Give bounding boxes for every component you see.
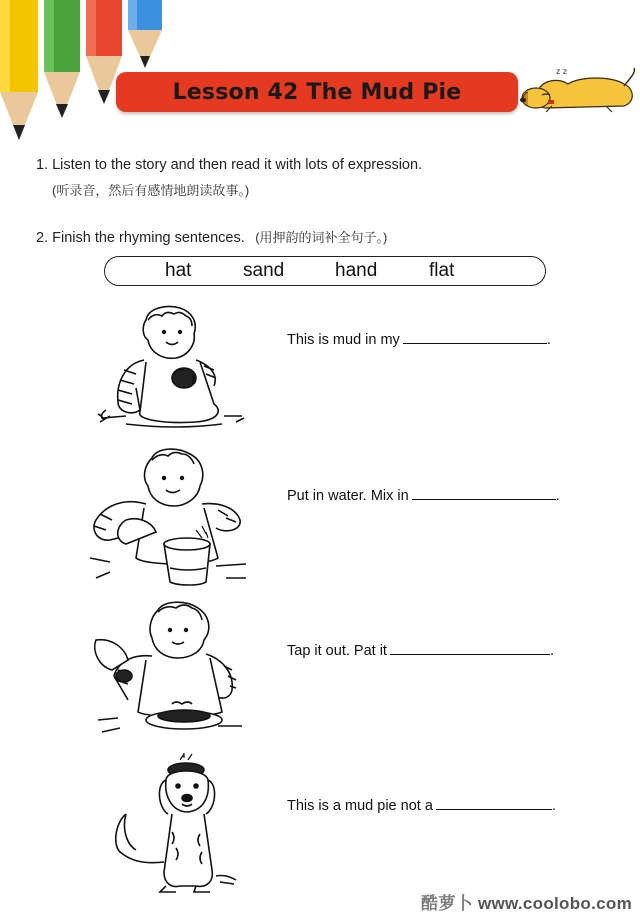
sentence-4-text: This is a mud pie not a: [287, 798, 433, 814]
sentence-2: [287, 486, 560, 504]
sentence-1-text: This is mud in my: [287, 332, 400, 348]
pencil-blue: [128, 0, 162, 68]
sentence-3-period: .: [549, 643, 554, 659]
boy-holding-mud-illustration: [96, 304, 248, 430]
pencil-green: [44, 0, 80, 118]
svg-text:z z: z z: [556, 67, 567, 76]
pencil-yellow: [0, 0, 38, 140]
word-bank-item: sand: [243, 260, 285, 281]
watermark-chinese: 酷萝卜: [421, 894, 473, 913]
page-title: Lesson 42 The Mud Pie: [172, 79, 462, 105]
answer-blank-2[interactable]: [412, 486, 556, 500]
answer-blank-1[interactable]: [403, 330, 547, 344]
instruction-1-chinese: (听录音，然后有感情地朗读故事。): [52, 183, 250, 198]
boy-patting-pie-illustration: [88, 600, 248, 740]
word-bank-item: hand: [335, 260, 378, 281]
instruction-2-chinese: (用押韵的词补全句子。): [255, 230, 388, 245]
sentence-1-period: .: [546, 332, 551, 348]
sentence-3: [287, 641, 554, 659]
boy-mixing-bucket-illustration: [86, 448, 252, 588]
watermark-url: www.coolobo.com: [477, 894, 632, 913]
watermark: [421, 889, 632, 914]
sentence-2-period: .: [555, 488, 560, 504]
word-bank: [104, 256, 546, 286]
sentence-4: [287, 796, 556, 814]
sentence-4-period: .: [551, 798, 556, 814]
sentence-1: [287, 330, 551, 348]
dog-with-mud-pie-illustration: [106, 752, 240, 896]
word-bank-item: flat: [429, 260, 455, 281]
answer-blank-3[interactable]: [390, 641, 550, 655]
sentence-3-text: Tap it out. Pat it: [287, 643, 387, 659]
title-banner: [116, 72, 518, 112]
word-bank-item: hat: [165, 260, 192, 281]
sentence-2-text: Put in water. Mix in: [287, 488, 409, 504]
answer-blank-4[interactable]: [436, 796, 552, 810]
instruction-1: 1. Listen to the story and then read it with lots of expression.: [36, 157, 423, 173]
sleeping-dog-icon: [516, 62, 638, 114]
instruction-2-text: 2. Finish the rhyming sentences.: [36, 230, 245, 246]
instruction-2: [36, 227, 387, 247]
